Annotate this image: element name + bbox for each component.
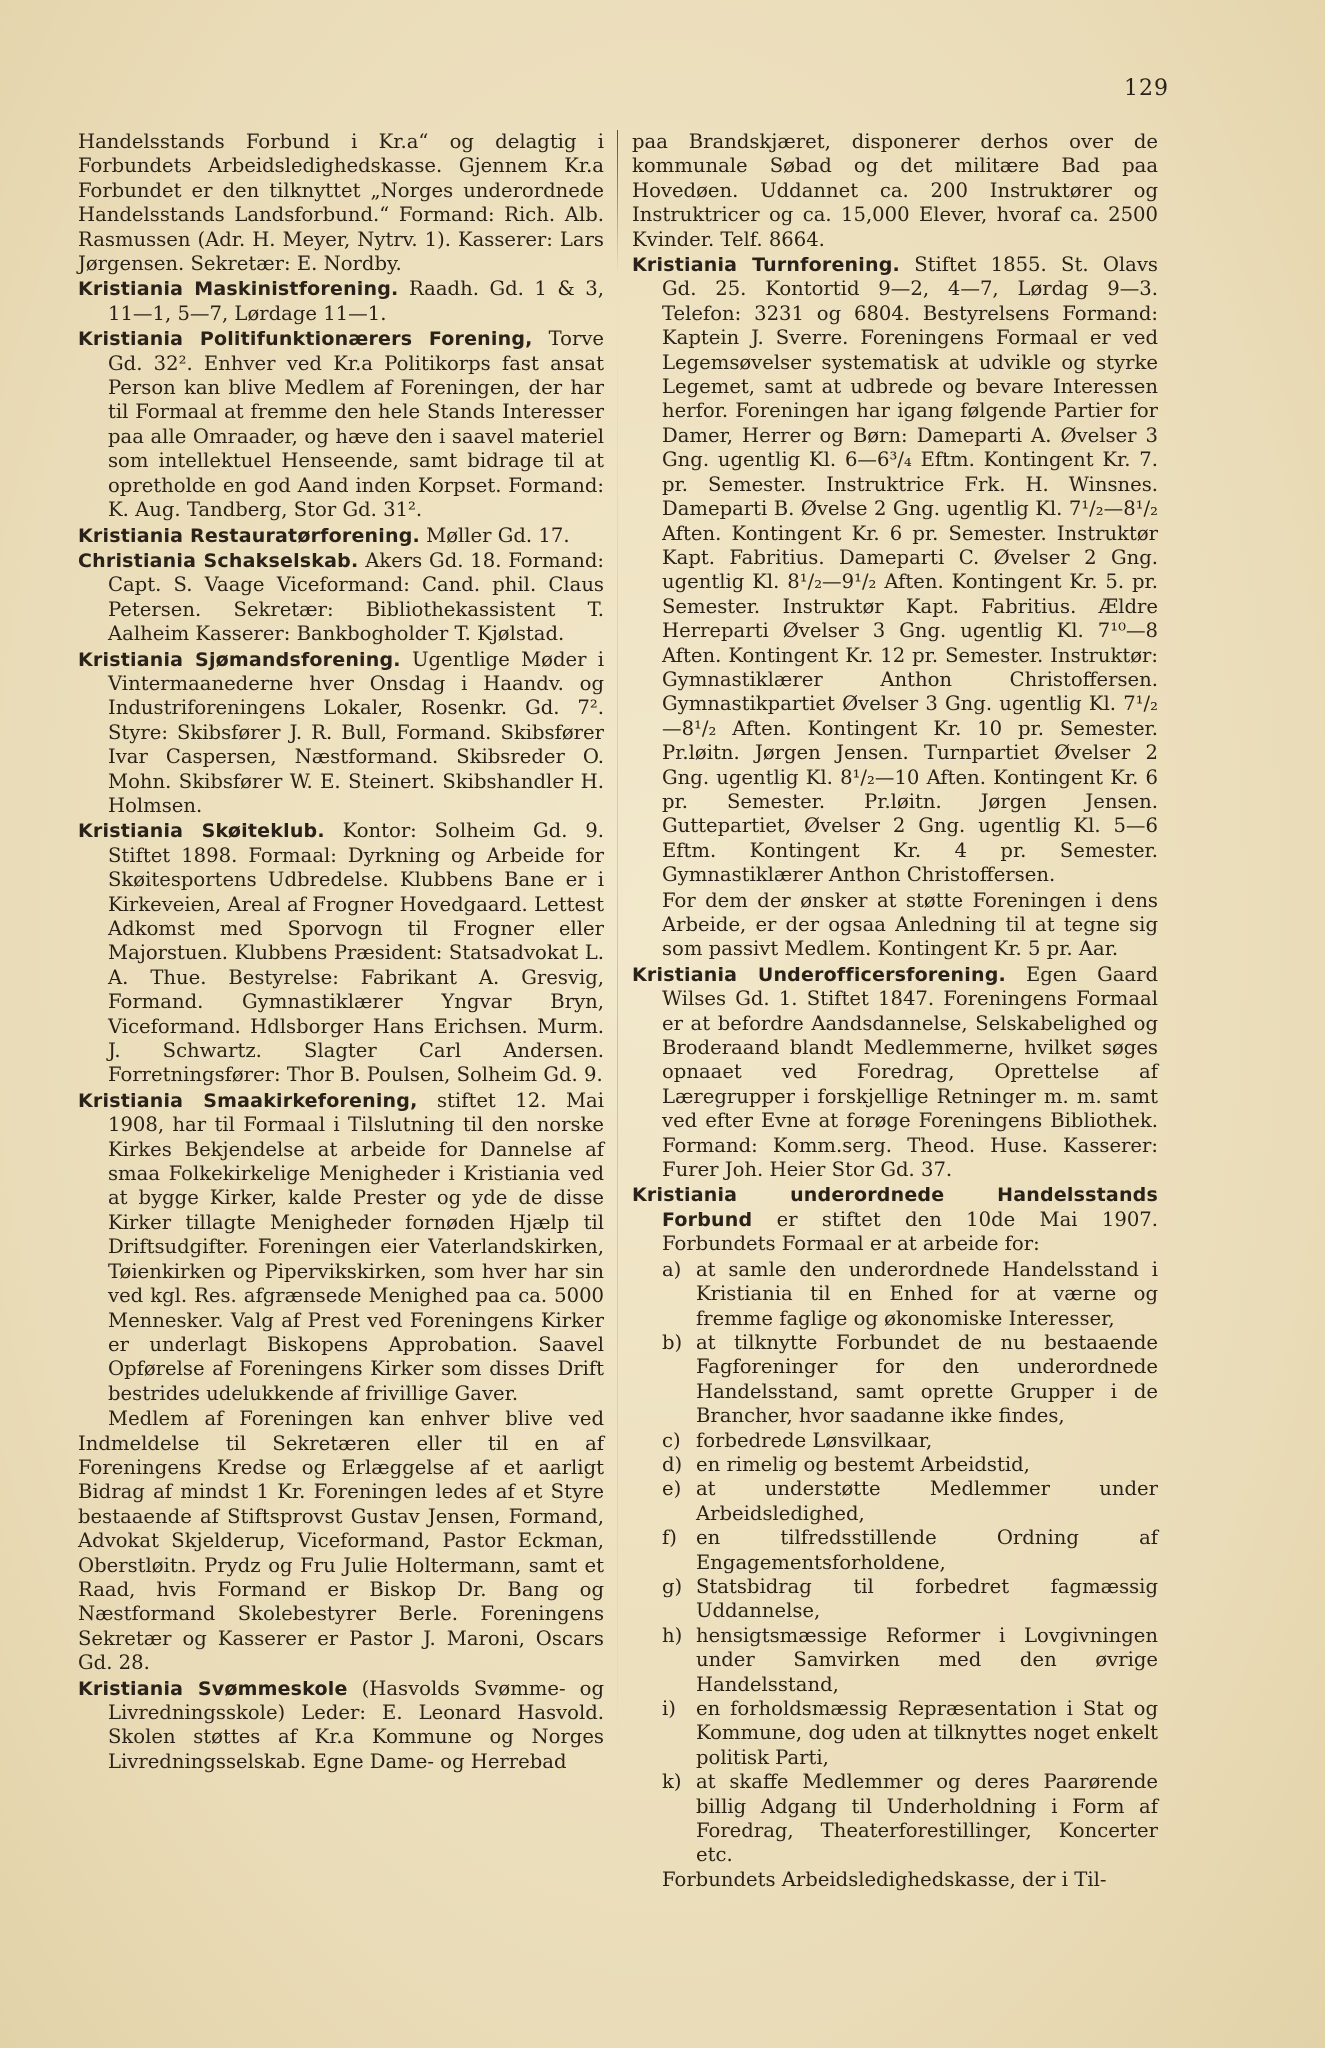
entry-text: (Hasvolds Svømme- og Livredningsskole) Leder: E. Leonard Hasvold. Skolen støttes af Kr.a Kommune og Norges Livredningsselskab. Egne Dame- og Herrebad bbox=[108, 1676, 605, 1773]
entry-smaakirkeforening bbox=[78, 1089, 604, 1406]
entry-text: Raadh. Gd. 1 & 3, 11—1, 5—7, Lørdage 11—1. bbox=[108, 277, 604, 325]
entry-text: Akers Gd. 18. Formand: Capt. S. Vaage Viceformand: Cand. phil. Claus Petersen. Sekretær: Bibliothekassistent T. Aalheim Kasserer: Bankbogholder T. Kjølstad. bbox=[108, 548, 604, 646]
entry-heading: Kristiania Turnforening. bbox=[632, 254, 900, 277]
list-item bbox=[662, 1697, 1158, 1770]
entry-text: Ugentlige Møder i Vintermaanederne hver Onsdag i Haandv. og Industriforeningens Lokaler, Rosenkr. Gd. 7². Styre: Skibsfører J. R. Bull, Formand. Skibsfører Ivar Caspersen, Næstformand. Skibsreder O. Mohn. Skibsfører W. E. Steinert. Skibshandler H. Holmsen. bbox=[108, 647, 604, 817]
list-item-text: Statsbidrag til forbedret fagmæssig Uddannelse, bbox=[696, 1574, 1158, 1623]
list-marker: c) bbox=[662, 1428, 681, 1452]
list-marker: k) bbox=[662, 1770, 682, 1794]
entry-heading: Kristiania Politifunktionærers Forening, bbox=[78, 328, 533, 351]
entry-underofficersforening bbox=[632, 963, 1158, 1183]
list-item-text: at skaffe Medlemmer og deres Paarørende billig Adgang til Underholdning i Form af Foredrag, Theaterforestillinger, Koncerter etc. bbox=[696, 1770, 1158, 1867]
page-number: 129 bbox=[1124, 76, 1169, 101]
list-item-text: at tilknytte Forbundet de nu bestaaende Fagforeninger for den underordnede Handelsstand, samt oprette Grupper i de Brancher, hvor saadanne ikke findes, bbox=[696, 1330, 1158, 1428]
list-item bbox=[662, 1526, 1158, 1575]
list-marker: b) bbox=[662, 1330, 683, 1354]
entry-handelsstands-forbund bbox=[632, 1183, 1158, 1256]
entry-heading: Kristiania Skøiteklub. bbox=[78, 820, 325, 843]
entry-sjomandsforening bbox=[78, 648, 604, 819]
entry-text: For dem der ønsker at støtte Foreningen i dens Arbeide, er der ogsaa Anledning til at tegne sig som passivt Medlem. Kontingent Kr. 5 pr. Aar. bbox=[662, 888, 1158, 961]
entry-restauratorforening bbox=[78, 524, 604, 548]
list-marker: h) bbox=[662, 1623, 683, 1647]
entry-text: Medlem af Foreningen kan enhver blive ved Indmeldelse til Sekretæren eller til en af Foreningens Kredse og Erlæggelse af et aarligt Bidrag af mindst 1 Kr. Foreningen ledes af et Styre bestaaende af Stiftsprovst Gustav Jensen, Formand, Advokat Skjelderup, Viceformand, Pastor Eckman, Oberstløitn. Prydz og Fru Julie Holtermann, samt et Raad, hvis Formand er Biskop Dr. Bang og Næstformand Skolebestyrer Berle. Foreningens Sekretær og Kasserer er Pastor J. Maroni, Oscars Gd. 28. bbox=[78, 1407, 604, 1675]
entry-text: Møller Gd. 17. bbox=[419, 523, 570, 547]
left-column bbox=[78, 130, 604, 1775]
entry-continuation bbox=[78, 130, 604, 276]
entry-text: Torve Gd. 32². Enhver ved Kr.a Politikorps fast ansat Person kan blive Medlem af Foreningen, der har til Formaal at fremme den hele Stands Interesser paa alle Omraader, og hæve den i saavel materiel som intellektuel Henseende, samt bidrage til at opretholde en god Aand inden Korpset. Formand: K. Aug. Tandberg, Stor Gd. 31². bbox=[108, 327, 604, 522]
purpose-list bbox=[632, 1258, 1158, 1868]
list-marker: a) bbox=[662, 1257, 682, 1281]
entry-skoiteklub bbox=[78, 819, 604, 1087]
entry-heading: Kristiania underordnede Handelsstands Forbund bbox=[632, 1184, 1158, 1231]
entry-text: Kontor: Solheim Gd. 9. Stiftet 1898. Formaal: Dyrkning og Arbeide for Skøitesportens Udbredelse. Klubbens Bane er i Kirkeveien, Areal af Frogner Hovedgaard. Lettest Adkomst med Sporvogn til Frogner eller Majorstuen. Klubbens Præsident: Statsadvokat L. A. Thue. Bestyrelse: Fabrikant A. Gresvig, Formand. Gymnastiklærer Yngvar Bryn, Viceformand. Hdlsborger Hans Erichsen. Murm. J. Schwartz. Slagter Carl Andersen. Forretningsfører: Thor B. Poulsen, Solheim Gd. 9. bbox=[108, 819, 604, 1087]
entry-text: stiftet 12. Mai 1908, har til Formaal i Tilslutning til den norske Kirkes Bekjendelse at arbeide for Dannelse af smaa Folkekirkelige Menigheder i Kristiania ved at bygge Kirker, kalde Prester og yde de disse Kirker tillagte Menigheder fornøden Hjælp til Driftsudgifter. Foreningen eier Vaterlandskirken, Tøienkirken og Pipervikskirken, som hver har sin ved kgl. Res. afgrænsede Menighed paa ca. 5000 Mennesker. Valg af Prest ved Foreningens Kirker er underlagt Biskopens Approbation. Saavel Opførelse af Foreningens Kirker som disses Drift bestrides udelukkende af frivillige Gaver. bbox=[108, 1088, 604, 1405]
entry-text: Egen Gaard Wilses Gd. 1. Stiftet 1847. Foreningens Formaal er at befordre Aandsdannelse, Selskabelighed og Broderaand blandt Medlemmerne, hvilket søges opnaaet ved Foredrag, Oprettelse af Læregrupper i forskjellige Retninger m. m. samt ved efter Evne at forøge Foreningens Bibliothek. Formand: Komm.serg. Theod. Huse. Kasserer: Furer Joh. Heier Stor Gd. 37. bbox=[662, 962, 1158, 1182]
list-item bbox=[662, 1453, 1158, 1477]
entry-text: Handelsstands Forbund i Kr.a“ og delagtig i Forbundets Arbeidsledighedskasse. Gjennem Kr.a Forbundet er den tilknyttet „Norges underordnede Handelsstands Landsforbund.“ Formand: Rich. Alb. Rasmussen (Adr. H. Meyer, Nytrv. 1). Kasserer: Lars Jørgensen. Sekretær: E. Nordby. bbox=[78, 130, 604, 276]
entry-schakselskab bbox=[78, 549, 604, 647]
list-item bbox=[662, 1331, 1158, 1429]
entry-heading: Kristiania Underofficersforening. bbox=[632, 963, 1006, 986]
list-marker: d) bbox=[662, 1452, 683, 1476]
list-marker: e) bbox=[662, 1477, 682, 1501]
list-item bbox=[662, 1575, 1158, 1624]
list-item-text: en tilfredsstillende Ordning af Engagementsforholdene, bbox=[696, 1526, 1158, 1574]
entry-text: Stiftet 1855. St. Olavs Gd. 25. Kontortid 9—2, 4—7, Lørdag 9—3. Telefon: 3231 og 6804. Bestyrelsens Formand: Kaptein J. Sverre. Foreningens Formaal er ved Legemsøvelser systematisk at udvikle og styrke Legemet, samt at udbrede og bevare Interessen herfor. Foreningen har igang følgende Partier for Damer, Herrer og Børn: Dameparti A. Øvelser 3 Gng. ugentlig Kl. 6—6³/₄ Eftm. Kontingent Kr. 7. pr. Semester. Instruktrice Frk. H. Winsnes. Dameparti B. Øvelse 2 Gng. ugentlig Kl. 7¹/₂—8¹/₂ Aften. Kontingent Kr. 6 pr. Semester. Instruktør Kapt. Fabritius. Dameparti C. Øvelser 2 Gng. ugentlig Kl. 8¹/₂—9¹/₂ Aften. Kontingent Kr. 5. pr. Semester. Instruktør Kapt. Fabritius. Ældre Herreparti Øvelser 3 Gng. ugentlig Kl. 7¹⁰—8 Aften. Kontingent Kr. 12 pr. Semester. Instruktør: Gymnastiklærer Anthon Christoffersen. Gymnastikpartiet Øvelser 3 Gng. ugentlig Kl. 7¹/₂—8¹/₂ Aften. Kontingent Kr. 10 pr. Semester. Pr.løitn. Jørgen Jensen. Turnpartiet Øvelser 2 Gng. ugentlig Kl. 8¹/₂—10 Aften. Kontingent Kr. 6 pr. Semester. Pr.løitn. Jørgen Jensen. Guttepartiet, Øvelser 2 Gng. ugentlig Kl. 5—6 Eftm. Kontingent Kr. 4 pr. Semester. Gymnastiklærer Anthon Christoffersen. bbox=[662, 253, 1158, 887]
entry-continuation bbox=[632, 130, 1158, 252]
entry-text: paa Brandskjæret, disponerer derhos over de kommunale Søbad og det militære Bad paa Hovedøen. Uddannet ca. 200 Instruktører og Instruktricer og ca. 15,000 Elever, hvoraf ca. 2500 Kvinder. Telf. 8664. bbox=[632, 130, 1158, 251]
list-item bbox=[662, 1477, 1158, 1526]
entry-tail bbox=[632, 1868, 1158, 1892]
list-marker: i) bbox=[662, 1697, 676, 1720]
entry-heading: Christiania Schakselskab. bbox=[78, 549, 359, 572]
list-item-text: hensigtsmæssige Reformer i Lovgivningen under Samvirken med den øvrige Handelsstand, bbox=[696, 1623, 1158, 1696]
entry-heading: Kristiania Maskinistforening. bbox=[78, 278, 399, 301]
entry-heading: Kristiania Smaakirkeforening, bbox=[78, 1089, 418, 1112]
entry-maskinistforening bbox=[78, 277, 604, 326]
list-item bbox=[662, 1624, 1158, 1697]
entry-heading: Kristiania Sjømandsforening. bbox=[78, 648, 401, 671]
entry-svommeskole bbox=[78, 1677, 604, 1775]
entry-text: er stiftet den 10de Mai 1907. Forbundets Formaal er at arbeide for: bbox=[662, 1207, 1158, 1256]
entry-smaakirkeforening-para2 bbox=[78, 1407, 604, 1675]
list-item bbox=[662, 1770, 1158, 1868]
list-item bbox=[662, 1258, 1158, 1331]
list-item-text: at samle den underordnede Handelsstand i Kristiania til en Enhed for at værne og fremme faglige og økonomiske Interesser, bbox=[696, 1257, 1158, 1330]
entry-heading: Kristiania Svømmeskole bbox=[78, 1677, 348, 1700]
entry-turnforening bbox=[632, 253, 1158, 888]
right-column bbox=[632, 130, 1158, 1893]
column-divider bbox=[617, 130, 618, 1930]
list-item-text: en rimelig og bestemt Arbeidstid, bbox=[696, 1452, 1030, 1476]
entry-politifunktionaerers-forening bbox=[78, 327, 604, 522]
list-item bbox=[662, 1429, 1158, 1453]
list-marker: f) bbox=[662, 1526, 677, 1550]
list-marker: g) bbox=[662, 1574, 683, 1598]
list-item-text: at understøtte Medlemmer under Arbeidsledighed, bbox=[696, 1477, 1158, 1525]
list-item-text: en forholdsmæssig Repræsentation i Stat og Kommune, dog uden at tilknyttes noget enkelt politisk Parti, bbox=[696, 1697, 1158, 1769]
entry-text: Forbundets Arbeidsledighedskasse, der i Til- bbox=[662, 1867, 1107, 1891]
entry-heading: Kristiania Restauratørforening. bbox=[78, 524, 420, 547]
entry-turnforening-para2 bbox=[632, 889, 1158, 962]
list-item-text: forbedrede Lønsvilkaar, bbox=[696, 1428, 933, 1452]
